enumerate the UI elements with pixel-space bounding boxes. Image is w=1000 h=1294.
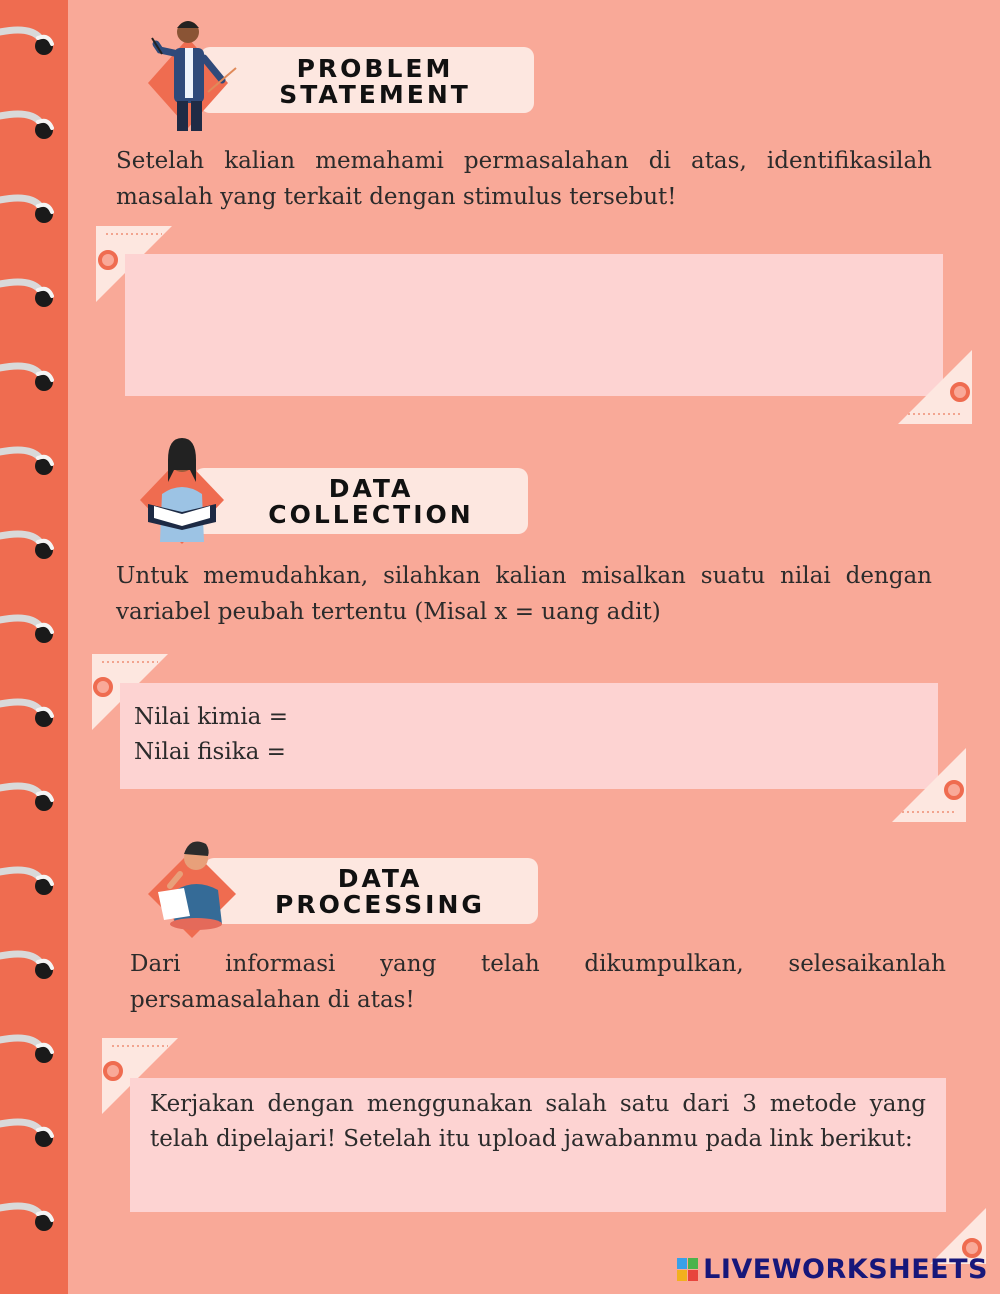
corner-frame-bottom-right-1 bbox=[896, 348, 976, 426]
collection-box-lines bbox=[134, 700, 288, 770]
teacher-illustration-icon bbox=[136, 8, 246, 134]
spiral-ring-icon bbox=[0, 192, 62, 232]
corner-frame-bottom-right-2 bbox=[890, 746, 970, 824]
collection-title-line2: COLLECTION bbox=[268, 500, 474, 529]
liveworksheets-logo bbox=[677, 1254, 988, 1285]
problem-answer-box[interactable] bbox=[125, 254, 943, 396]
reader-illustration-icon bbox=[130, 434, 240, 546]
spiral-ring-icon bbox=[0, 696, 62, 736]
data-collection-title bbox=[256, 476, 486, 528]
processing-title-line1: DATA bbox=[337, 864, 423, 893]
liveworksheets-mark-icon bbox=[677, 1258, 699, 1282]
spiral-ring-icon bbox=[0, 1200, 62, 1240]
processing-instructions: Dari informasi yang telah dikumpulkan, selesaikanlah persamasalahan di atas! bbox=[130, 951, 946, 1013]
processing-title-line2: PROCESSING bbox=[275, 890, 485, 919]
spiral-ring-icon bbox=[0, 864, 62, 904]
spiral-ring-icon bbox=[0, 276, 62, 316]
spiral-ring-icon bbox=[0, 1032, 62, 1072]
problem-title-line1: PROBLEM bbox=[296, 54, 454, 83]
spiral-ring-icon bbox=[0, 780, 62, 820]
liveworksheets-logo-text: LIVEWORKSHEETS bbox=[703, 1254, 988, 1285]
spiral-ring-icon bbox=[0, 360, 62, 400]
collection-title-line1: DATA bbox=[328, 474, 414, 503]
spiral-ring-icon bbox=[0, 24, 62, 64]
spiral-ring-icon bbox=[0, 1116, 62, 1156]
spiral-ring-icon bbox=[0, 528, 62, 568]
nilai-kimia-label: Nilai kimia = bbox=[134, 704, 288, 730]
spiral-ring-icon bbox=[0, 444, 62, 484]
spiral-ring-icon bbox=[0, 948, 62, 988]
problem-instructions: Setelah kalian memahami permasalahan di atas, identifikasilah masalah yang terkait dengan stimulus tersebut! bbox=[116, 148, 932, 210]
spiral-ring-icon bbox=[0, 108, 62, 148]
processing-box-text: Kerjakan dengan menggunakan salah satu dari 3 metode yang telah dipelajari! Setelah itu upload jawabanmu pada link berikut: bbox=[150, 1091, 926, 1152]
data-processing-title bbox=[266, 866, 494, 918]
collection-instructions: Untuk memudahkan, silahkan kalian misalkan suatu nilai dengan variabel peubah tertentu (Misal x = uang adit) bbox=[116, 563, 932, 625]
problem-statement-title bbox=[262, 56, 488, 108]
nilai-fisika-label: Nilai fisika = bbox=[134, 739, 286, 765]
thinker-illustration-icon bbox=[140, 828, 250, 940]
problem-title-line2: STATEMENT bbox=[279, 80, 471, 109]
spiral-ring-icon bbox=[0, 612, 62, 652]
